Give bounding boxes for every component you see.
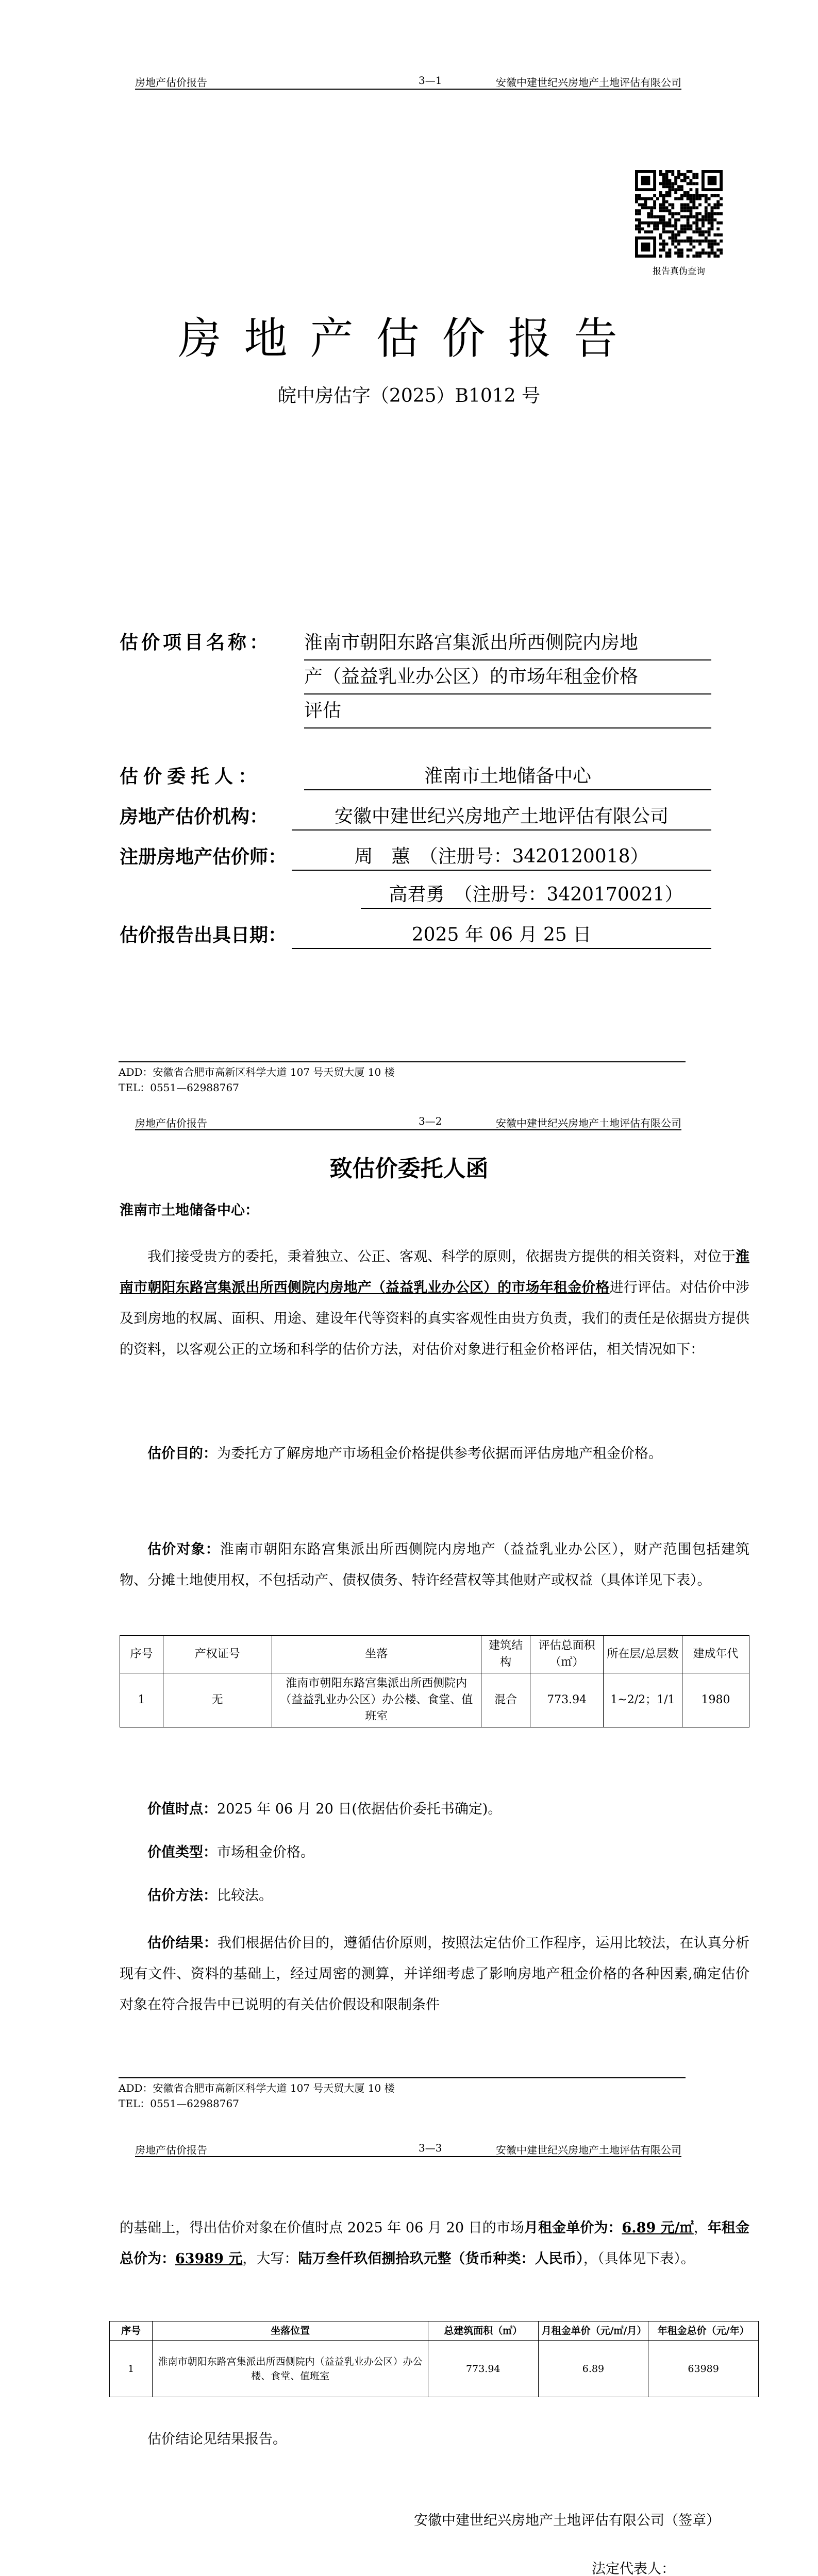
annual-total-rent: 63989 元	[175, 2251, 243, 2267]
page-footer	[119, 1061, 716, 1095]
salutation-text: 淮南市土地储备中心：	[120, 1202, 259, 1218]
valuetype-paragraph	[120, 1837, 749, 1868]
table-header-cell: 序号	[120, 1636, 163, 1673]
result-part-d: ，	[693, 2220, 708, 2236]
table-row	[110, 2341, 759, 2397]
valuedate-text: 2025 年 06 月 20 日(依据估价委托书确定)。	[217, 1801, 502, 1817]
table-cell: 773.94	[530, 1673, 604, 1727]
table-header-cell: 坐落	[272, 1636, 481, 1673]
project-name	[304, 626, 711, 728]
method-text: 比较法。	[217, 1888, 273, 1904]
table-header-cell: 建筑结构	[481, 1636, 530, 1673]
report-title: 房地产估价报告	[178, 313, 640, 364]
project-line-1: 淮南市朝阳东路宫集派出所西侧院内房地	[304, 626, 711, 660]
result-part-i: ，（具体见下表）。	[583, 2251, 695, 2267]
footer-tel: TEL：0551—62988767	[119, 2097, 239, 2110]
result-label: 估价结果：	[147, 1935, 218, 1951]
page-header	[135, 73, 681, 90]
qr-caption: 报告真伪查询	[653, 266, 705, 277]
footer-divider	[119, 1061, 686, 1062]
table-header-cell: 月租金单价（元/㎡/月）	[538, 2321, 648, 2341]
result-paragraph	[120, 1928, 749, 2021]
header-page-no: 3—1	[419, 74, 442, 87]
footer-address: ADD：安徽省合肥市高新区科学大道 107 号天贸大厦 10 楼	[119, 2082, 395, 2094]
result-part-e: 年租金总价为：	[120, 2220, 750, 2267]
table-cell: 淮南市朝阳东路宫集派出所西侧院内（益益乳业办公区）办公楼、食堂、值班室	[153, 2341, 428, 2397]
table-header-row	[110, 2321, 759, 2341]
appraiser-1: 周 蕙 （注册号：3420120018）	[292, 844, 711, 871]
footer-tel: TEL：0551—62988767	[119, 1081, 239, 1094]
table-header-cell: 所在层/总层数	[603, 1636, 682, 1673]
intro-part-b: 淮南市朝阳东路宫集派出所西侧院内房地产（益益乳业办公区）的市场年租金价格	[120, 1249, 749, 1296]
closing-paragraph: 估价结论见结果报告。	[147, 2431, 287, 2447]
object-table	[120, 1635, 749, 1727]
table-cell: 无	[163, 1673, 272, 1727]
table-header-cell: 评估总面积（㎡）	[530, 1636, 604, 1673]
signature-representative: 法定代表人：	[592, 2561, 675, 2576]
table-cell: 1~2/2；1/1	[603, 1673, 682, 1727]
table-cell: 63989	[648, 2341, 759, 2397]
purpose-label: 估价目的：	[147, 1446, 217, 1462]
header-right: 安徽中建世纪兴房地产土地评估有限公司	[496, 76, 681, 89]
project-label: 估价项目名称：	[120, 632, 272, 653]
valuetype-text: 市场租金价格。	[217, 1844, 314, 1860]
appraiser-field	[120, 844, 287, 870]
header-right: 安徽中建世纪兴房地产土地评估有限公司	[496, 1117, 681, 1129]
intro-part-c: 进行评估。对估价中涉及到房地的权属、面积、用途、建设年代等资料的真实客观性由贵方负责，我们的责任是依据贵方提供的资料，以客观公正的立场和科学的估价方法，对估价对象进行租金价格评估，相关情况如下：	[120, 1280, 750, 1358]
header-left: 房地产估价报告	[135, 1117, 207, 1129]
table-cell: 1980	[682, 1673, 749, 1727]
footer-divider	[119, 2077, 686, 2078]
table-cell: 淮南市朝阳东路宫集派出所西侧院内（益益乳业办公区）办公楼、食堂、值班室	[272, 1673, 481, 1727]
valuedate-label: 价值时点：	[147, 1801, 217, 1817]
object-paragraph	[120, 1534, 749, 1596]
appraiser-label: 注册房地产估价师：	[120, 846, 287, 868]
signature-company: 安徽中建世纪兴房地产土地评估有限公司（签章）	[414, 2513, 720, 2529]
date-field	[120, 922, 287, 948]
footer-address: ADD：安徽省合肥市高新区科学大道 107 号天贸大厦 10 楼	[119, 1066, 395, 1078]
result-part-b: 月租金单价为：	[524, 2220, 622, 2236]
object-label: 估价对象：	[147, 1541, 220, 1557]
purpose-text: 为委托方了解房地产市场租金价格提供参考依据而评估房地产租金价格。	[217, 1446, 662, 1462]
result-part-g: ，大写：	[242, 2251, 298, 2267]
letter-page-1	[0, 1109, 818, 2113]
client-field	[120, 764, 262, 790]
amount-in-words: 陆万叁仟玖佰捌拾玖元整（货币种类：人民币）	[298, 2251, 583, 2267]
table-header-cell: 建成年代	[682, 1636, 749, 1673]
table-cell: 混合	[481, 1673, 530, 1727]
date-label: 估价报告出具日期：	[120, 924, 287, 946]
header-page-no: 3—3	[419, 2142, 442, 2154]
method-label: 估价方法：	[147, 1888, 217, 1904]
table-header-cell: 产权证号	[163, 1636, 272, 1673]
header-right: 安徽中建世纪兴房地产土地评估有限公司	[496, 2144, 681, 2156]
client-value: 淮南市土地储备中心	[304, 764, 711, 790]
table-cell: 6.89	[538, 2341, 648, 2397]
header-page-no: 3—2	[419, 1115, 442, 1127]
purpose-paragraph	[120, 1438, 749, 1469]
intro-paragraph	[120, 1242, 749, 1365]
header-left: 房地产估价报告	[135, 76, 207, 89]
table-header-cell: 年租金总价（元/年）	[648, 2321, 759, 2341]
appraiser-2: 高君勇 （注册号：3420170021）	[361, 882, 711, 909]
object-text: 淮南市朝阳东路宫集派出所西侧院内房地产（益益乳业办公区），财产范围包括建筑物、分摊土地使用权，不包括动产、债权债务、特许经营权等其他财产或权益（具体详见下表）。	[120, 1541, 750, 1588]
table-cell: 1	[120, 1673, 163, 1727]
org-label: 房地产估价机构：	[120, 806, 269, 827]
salutation	[120, 1195, 749, 1226]
letter-title: 致估价委托人函	[329, 1156, 489, 1182]
project-line-2: 产（益益乳业办公区）的市场年租金价格	[304, 660, 711, 694]
page-header	[135, 1114, 681, 1130]
method-paragraph	[120, 1880, 749, 1911]
table-row	[120, 1673, 749, 1727]
table-cell: 773.94	[428, 2341, 538, 2397]
table-header-cell: 总建筑面积（㎡）	[428, 2321, 538, 2341]
result-table	[109, 2321, 759, 2397]
project-field	[120, 630, 271, 656]
result-paragraph-continued	[120, 2213, 749, 2275]
page-header	[135, 2141, 681, 2157]
date-value: 2025 年 06 月 25 日	[292, 922, 711, 949]
cover-page	[0, 0, 818, 1094]
client-label: 估价委托人：	[120, 766, 262, 787]
header-left: 房地产估价报告	[135, 2144, 207, 2156]
table-header-cell: 序号	[110, 2321, 153, 2341]
letter-page-2	[0, 2136, 818, 2576]
valuedate-paragraph	[120, 1794, 749, 1825]
project-line-3: 评估	[304, 694, 711, 728]
org-value: 安徽中建世纪兴房地产土地评估有限公司	[292, 804, 711, 831]
org-field	[120, 804, 268, 830]
table-cell: 1	[110, 2341, 153, 2397]
intro-part-a: 我们接受贵方的委托，秉着独立、公正、客观、科学的原则，依据贵方提供的相关资料，对位于	[147, 1249, 736, 1265]
report-number: 皖中房估字（2025）B1012 号	[277, 385, 541, 406]
page-footer	[119, 2077, 716, 2111]
table-header-cell: 坐落位置	[153, 2321, 428, 2341]
qr-code-image[interactable]	[635, 170, 723, 258]
table-header-row	[120, 1636, 749, 1673]
result-text: 我们根据估价目的，遵循估价原则，按照法定估价工作程序，运用比较法，在认真分析现有文件、资料的基础上，经过周密的测算，并详细考虑了影响房地产租金价格的各种因素,确定估价对象在符合报告中已说明的有关估价假设和限制条件	[120, 1935, 750, 2013]
result-part-a: 的基础上，得出估价对象在价值时点 2025 年 06 月 20 日的市场	[120, 2220, 524, 2236]
valuetype-label: 价值类型：	[147, 1844, 217, 1860]
monthly-unit-price: 6.89 元/㎡	[622, 2220, 694, 2236]
